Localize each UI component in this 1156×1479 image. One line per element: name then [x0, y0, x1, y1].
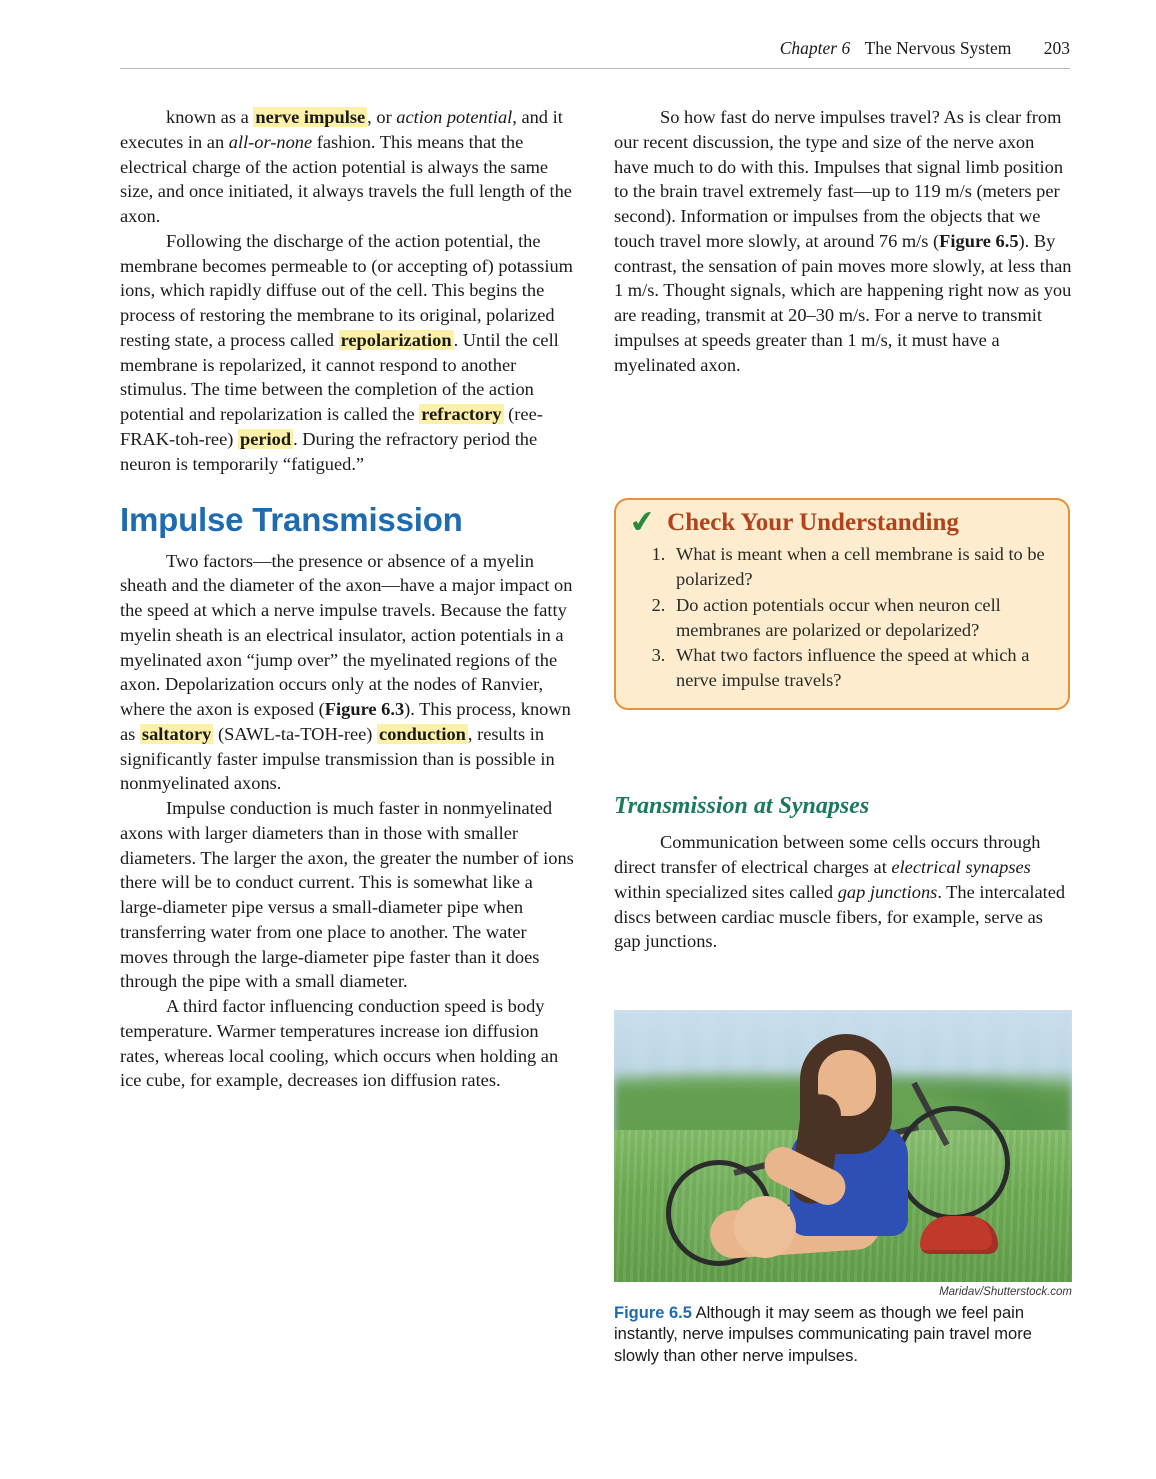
term-electrical-synapses: electrical synapses: [891, 857, 1031, 878]
glossary-term-refractory: refractory: [421, 404, 502, 424]
section-heading-impulse-transmission: Impulse Transmission: [120, 501, 463, 539]
text-run: . The intercalated discs between cardiac muscle fibers, for example, serve as gap junctions.: [614, 881, 1066, 952]
chapter-title: The Nervous System: [864, 38, 1012, 58]
text-run: within specialized sites called: [614, 881, 838, 902]
cyu-header: [626, 503, 1054, 542]
paragraph-impulse-conduction: Impulse conduction is much faster in nonmyelinated axons with larger diameters than in those with smaller diameters. The larger the axon, the greater the number of ions there will be to conduct current. This is somewhat like a large-diameter pipe versus a small-diameter pipe when transferring water from one place to another. The water moves through the large-diameter pipe faster than it does through the pipe with a small diameter.: [120, 798, 574, 992]
text-run-italic: all-or-none: [228, 131, 313, 152]
text-run: So how fast do nerve impulses travel? As is clear from our recent discussion, the type and size of the nerve axon have much to do with this. Impulses that signal limb position to the brain travel extremely fast—up to 119 m/s (meters per second). Information or impulses from the objects that we touch travel more slowly, at around 76 m/s (: [614, 107, 1064, 251]
person-knee: [734, 1196, 796, 1258]
text-run: . Until the cell membrane is repolarized, it cannot respond to another stimulus. The time between the completion of the action potential and repolarization is called the: [120, 329, 559, 424]
paragraph-gap-junctions: [614, 830, 1072, 954]
cyu-question-item: 3. What two factors influence the speed at which a nerve impulse travels?: [670, 643, 1054, 693]
bicycle-wheel: [896, 1106, 1010, 1220]
chapter-label: Chapter 6: [779, 38, 851, 58]
text-run: , or: [367, 107, 397, 127]
page-number: 203: [1043, 38, 1070, 58]
figure-image: [614, 1010, 1072, 1282]
figure-caption: [614, 1303, 1072, 1367]
text-run: known as a: [166, 107, 254, 127]
text-run: (ree-FRAK-toh-ree): [120, 404, 543, 449]
figure-caption-label: Figure 6.5: [614, 1304, 692, 1322]
figure-6-5: [614, 1010, 1072, 1367]
paragraph-how-fast: [614, 105, 1072, 377]
left-column: [120, 105, 576, 1093]
glossary-term-saltatory: saltatory: [141, 723, 212, 744]
paragraph-third-factor: A third factor influencing conduction speed is body temperature. Warmer temperatures increase ion diffusion rates, whereas local cooling, which occurs when holding an ice cube, for example, decreases ion diffusion rates.: [120, 996, 559, 1091]
image-credit: Maridav/Shutterstock.com: [939, 1286, 1072, 1298]
paragraph-repolarization: [120, 229, 576, 477]
subheading-transmission-at-synapses: Transmission at Synapses: [614, 793, 870, 819]
paragraph-known-as: [120, 105, 576, 229]
page-header: [120, 38, 1070, 59]
check-your-understanding-box: [614, 498, 1070, 710]
figure-reference-6-5: Figure 6.5: [939, 230, 1019, 251]
text-run: ). This process, known as: [120, 699, 571, 744]
glossary-term-conduction: conduction: [379, 723, 466, 744]
text-run: , and it executes in an: [120, 107, 563, 152]
glossary-term-period: period: [239, 428, 292, 449]
text-run-italic: action potential: [396, 107, 513, 127]
cyu-question-item: 2. Do action potentials occur when neuron cell membranes are polarized or depolarized?: [670, 593, 1054, 643]
text-run: ). By contrast, the sensation of pain moves more slowly, at less than 1 m/s. Thought signals, which are happening right now as you are reading, transmit at 20–30 m/s. For a nerve to transmit impulses at speeds greater than 1 m/s, it must have a myelinated axon.: [614, 230, 1072, 375]
right-column: [614, 105, 1072, 377]
glossary-term-repolarization: repolarization: [340, 329, 452, 350]
checkmark-icon: ✔: [626, 503, 659, 542]
text-run: Communication between some cells occurs through direct transfer of electrical charges at: [614, 832, 1041, 878]
cyu-question-item: 1. What is meant when a cell membrane is said to be polarized?: [670, 542, 1054, 592]
bicycle-helmet: [920, 1216, 998, 1254]
paragraph-two-factors: [120, 549, 576, 797]
text-run: . During the refractory period the neuron is temporarily “fatigued.”: [120, 428, 538, 474]
glossary-term-nerve-impulse: nerve impulse: [255, 107, 366, 127]
text-run: , results in significantly faster impulse transmission than is possible in nonmyelinated axons.: [120, 723, 555, 794]
text-run: fashion. This means that the electrical charge of the action potential is always the same size, and once initiated, it always travels the full length of the axon.: [120, 131, 572, 226]
figure-caption-text: Although it may seem as though we feel pain instantly, nerve impulses communicating pain travel more slowly than other nerve impulses.: [614, 1304, 1032, 1365]
text-run: Two factors—the presence or absence of a myelin sheath and the diameter of the axon—have a major impact on the speed at which a nerve impulse travels. Because the fatty myelin sheath is an electrical insulator, action potentials in a myelinated axon “jump over” the myelinated regions of the axon. Depolarization occurs only at the nodes of Ranvier, where the axon is exposed (: [120, 550, 573, 720]
term-gap-junctions: gap junctions: [837, 881, 938, 902]
header-divider: [120, 68, 1070, 69]
figure-reference-6-3: Figure 6.3: [324, 699, 405, 720]
cyu-title: Check Your Understanding: [667, 509, 959, 536]
text-run: (SAWL-ta-TOH-ree): [213, 723, 378, 744]
text-run: Following the discharge of the action potential, the membrane becomes permeable to (or accepting of) potassium ions, which rapidly diffuse out of the cell. This begins the process of restoring the membrane to its original, polarized resting state, a process called: [120, 230, 573, 350]
synapses-section: [614, 790, 1072, 954]
cyu-question-list: [630, 542, 1054, 693]
